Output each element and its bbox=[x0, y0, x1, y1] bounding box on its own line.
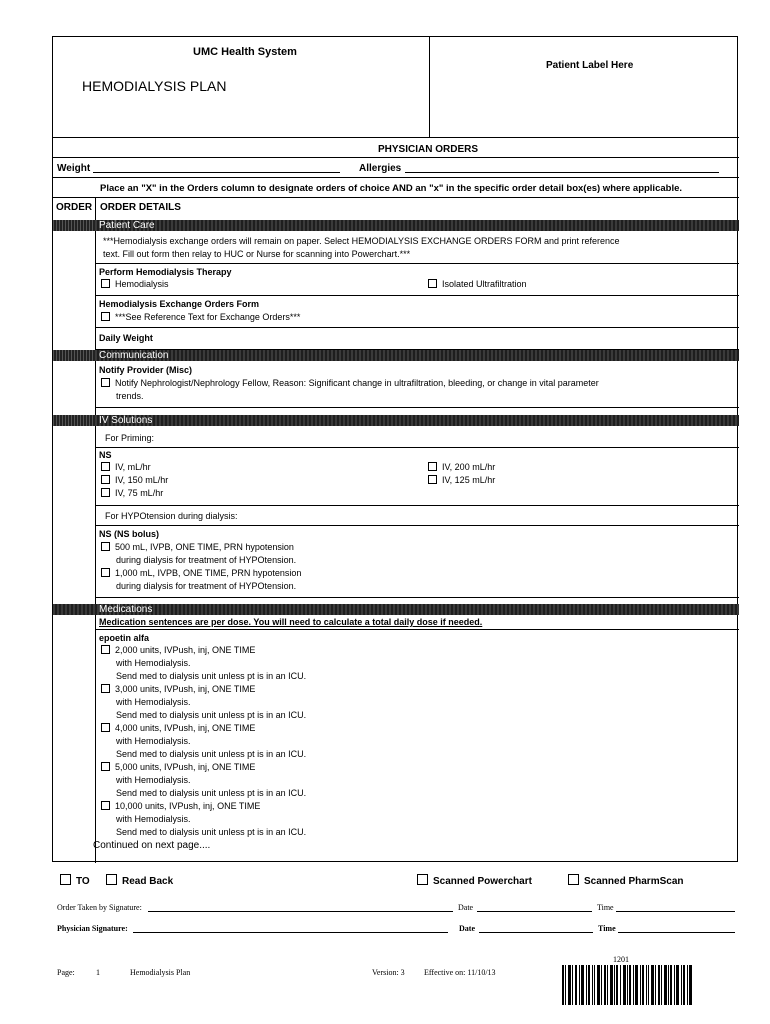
dose-2000-option: 2,000 units, IVPush, inj, ONE TIME bbox=[101, 645, 255, 655]
exchange-note-1: ***Hemodialysis exchange orders will remain on paper. Select HEMODIALYSIS EXCHANGE ORDERS FORM and print reference bbox=[103, 236, 620, 246]
checkbox[interactable] bbox=[101, 312, 110, 321]
bolus-500-option: 500 mL, IVPB, ONE TIME, PRN hypotension bbox=[101, 542, 294, 552]
perform-hd-title: Perform Hemodialysis Therapy bbox=[99, 267, 232, 277]
continued-note: Continued on next page.... bbox=[93, 840, 211, 851]
ns-option-150: IV, 150 mL/hr bbox=[101, 475, 168, 485]
checkbox[interactable] bbox=[60, 874, 71, 885]
page-label: Page: bbox=[57, 968, 75, 977]
scanned-powerchart-option: Scanned Powerchart bbox=[417, 874, 532, 887]
checkbox[interactable] bbox=[106, 874, 117, 885]
send-med: Send med to dialysis unit unless pt is in an ICU. bbox=[116, 788, 307, 798]
form-title: HEMODIALYSIS PLAN bbox=[82, 78, 227, 94]
date-field[interactable] bbox=[477, 911, 592, 912]
checkbox[interactable] bbox=[428, 279, 437, 288]
date-label: Date bbox=[458, 903, 474, 912]
version: Version: 3 bbox=[372, 968, 405, 977]
section-patient-care: Patient Care bbox=[95, 220, 739, 231]
checkbox[interactable] bbox=[568, 874, 579, 885]
org-name: UMC Health System bbox=[193, 46, 297, 58]
form-code: 1201 bbox=[613, 955, 629, 964]
divider bbox=[53, 157, 739, 158]
priming-label: For Priming: bbox=[105, 433, 155, 443]
checkbox[interactable] bbox=[101, 488, 110, 497]
col-order-header: ORDER bbox=[56, 202, 93, 213]
notify-option: Notify Nephrologist/Nephrology Fellow, Reason: Significant change in ultrafiltration, bleeding, or change in vital parameter bbox=[101, 378, 599, 388]
date-label: Date bbox=[459, 924, 475, 933]
divider bbox=[53, 197, 739, 198]
weight-label: Weight bbox=[57, 163, 91, 174]
checkbox[interactable] bbox=[101, 542, 110, 551]
hypotension-label: For HYPOtension during dialysis: bbox=[105, 511, 238, 521]
section-medications: Medications bbox=[53, 604, 739, 615]
barcode bbox=[562, 963, 692, 1005]
send-med: Send med to dialysis unit unless pt is in an ICU. bbox=[116, 710, 307, 720]
exchange-form-title: Hemodialysis Exchange Orders Form bbox=[99, 299, 260, 309]
dose-5000-option: 5,000 units, IVPush, inj, ONE TIME bbox=[101, 762, 255, 772]
checkbox[interactable] bbox=[101, 645, 110, 654]
divider bbox=[95, 505, 739, 506]
with-hd: with Hemodialysis. bbox=[116, 697, 191, 707]
exchange-form-option: ***See Reference Text for Exchange Orders*** bbox=[101, 312, 300, 322]
checkbox[interactable] bbox=[101, 279, 110, 288]
order-form bbox=[52, 36, 738, 862]
exchange-note-2: text. Fill out form then relay to HUC or Nurse for scanning into Powerchart.*** bbox=[103, 249, 411, 259]
divider bbox=[95, 295, 739, 296]
physician-date-field[interactable] bbox=[479, 932, 593, 933]
section-communication: Communication bbox=[95, 350, 739, 361]
time-label: Time bbox=[597, 903, 614, 912]
checkbox[interactable] bbox=[428, 462, 437, 471]
divider bbox=[95, 525, 739, 526]
weight-field[interactable] bbox=[93, 172, 340, 173]
notify-line-2: trends. bbox=[116, 391, 144, 401]
bolus-1000-line-2: during dialysis for treatment of HYPOtension. bbox=[116, 581, 297, 591]
physician-signature-field[interactable] bbox=[133, 932, 448, 933]
physician-time-field[interactable] bbox=[618, 932, 735, 933]
checkbox[interactable] bbox=[428, 475, 437, 484]
allergies-label: Allergies bbox=[359, 163, 402, 174]
physician-signature-label: Physician Signature: bbox=[57, 924, 128, 933]
instruction-text: Place an "X" in the Orders column to designate orders of choice AND an "x" in the specific order detail box(es) where applicable. bbox=[100, 183, 683, 194]
order-column-divider bbox=[95, 197, 96, 863]
effective-date: Effective on: 11/10/13 bbox=[424, 968, 496, 977]
send-med: Send med to dialysis unit unless pt is in an ICU. bbox=[116, 827, 307, 837]
page-number: 1 bbox=[96, 968, 100, 977]
dose-10000-option: 10,000 units, IVPush, inj, ONE TIME bbox=[101, 801, 260, 811]
order-taken-label: Order Taken by Signature: bbox=[57, 903, 142, 912]
ns-option-ml-hr: IV, mL/hr bbox=[101, 462, 151, 472]
checkbox[interactable] bbox=[101, 462, 110, 471]
opt-hemodialysis: Hemodialysis bbox=[101, 279, 169, 289]
checkbox[interactable] bbox=[101, 475, 110, 484]
ns-bolus-title: NS (NS bolus) bbox=[99, 529, 159, 539]
dose-3000-option: 3,000 units, IVPush, inj, ONE TIME bbox=[101, 684, 255, 694]
divider bbox=[95, 447, 739, 448]
divider bbox=[53, 177, 739, 178]
checkbox[interactable] bbox=[101, 378, 110, 387]
with-hd: with Hemodialysis. bbox=[116, 775, 191, 785]
medication-note: Medication sentences are per dose. You will need to calculate a total daily dose if needed. bbox=[99, 617, 483, 627]
scanned-pharmscan-option: Scanned PharmScan bbox=[568, 874, 683, 887]
drug-name: epoetin alfa bbox=[99, 633, 150, 643]
ns-title: NS bbox=[99, 450, 112, 460]
send-med: Send med to dialysis unit unless pt is in an ICU. bbox=[116, 749, 307, 759]
divider bbox=[95, 263, 739, 264]
allergies-field[interactable] bbox=[405, 172, 719, 173]
notify-provider-title: Notify Provider (Misc) bbox=[99, 365, 193, 375]
physician-orders-title: PHYSICIAN ORDERS bbox=[378, 144, 479, 155]
divider bbox=[95, 327, 739, 328]
divider bbox=[53, 137, 739, 138]
send-med: Send med to dialysis unit unless pt is in an ICU. bbox=[116, 671, 307, 681]
read-back-option: Read Back bbox=[106, 874, 173, 887]
ns-option-125: IV, 125 mL/hr bbox=[428, 475, 495, 485]
checkbox[interactable] bbox=[101, 723, 110, 732]
with-hd: with Hemodialysis. bbox=[116, 736, 191, 746]
bolus-500-line-2: during dialysis for treatment of HYPOtension. bbox=[116, 555, 297, 565]
section-iv-solutions: IV Solutions bbox=[95, 415, 739, 426]
with-hd: with Hemodialysis. bbox=[116, 658, 191, 668]
ns-option-200: IV, 200 mL/hr bbox=[428, 462, 495, 472]
divider bbox=[95, 629, 739, 630]
ns-option-75: IV, 75 mL/hr bbox=[101, 488, 163, 498]
opt-isolated-uf: Isolated Ultrafiltration bbox=[428, 279, 527, 289]
checkbox[interactable] bbox=[417, 874, 428, 885]
bolus-1000-option: 1,000 mL, IVPB, ONE TIME, PRN hypotension bbox=[101, 568, 301, 578]
header-divider bbox=[429, 37, 430, 137]
time-field[interactable] bbox=[616, 911, 735, 912]
divider bbox=[95, 597, 739, 598]
document-name: Hemodialysis Plan bbox=[130, 968, 191, 977]
checkbox[interactable] bbox=[101, 762, 110, 771]
col-details-header: ORDER DETAILS bbox=[100, 202, 181, 213]
daily-weight: Daily Weight bbox=[99, 333, 153, 343]
checkbox[interactable] bbox=[101, 801, 110, 810]
time-label: Time bbox=[598, 924, 616, 933]
checkbox[interactable] bbox=[101, 568, 110, 577]
dose-4000-option: 4,000 units, IVPush, inj, ONE TIME bbox=[101, 723, 255, 733]
checkbox[interactable] bbox=[101, 684, 110, 693]
patient-label: Patient Label Here bbox=[546, 60, 634, 71]
order-taken-signature-field[interactable] bbox=[148, 911, 453, 912]
divider bbox=[95, 407, 739, 408]
to-option: TO bbox=[60, 874, 90, 887]
with-hd: with Hemodialysis. bbox=[116, 814, 191, 824]
